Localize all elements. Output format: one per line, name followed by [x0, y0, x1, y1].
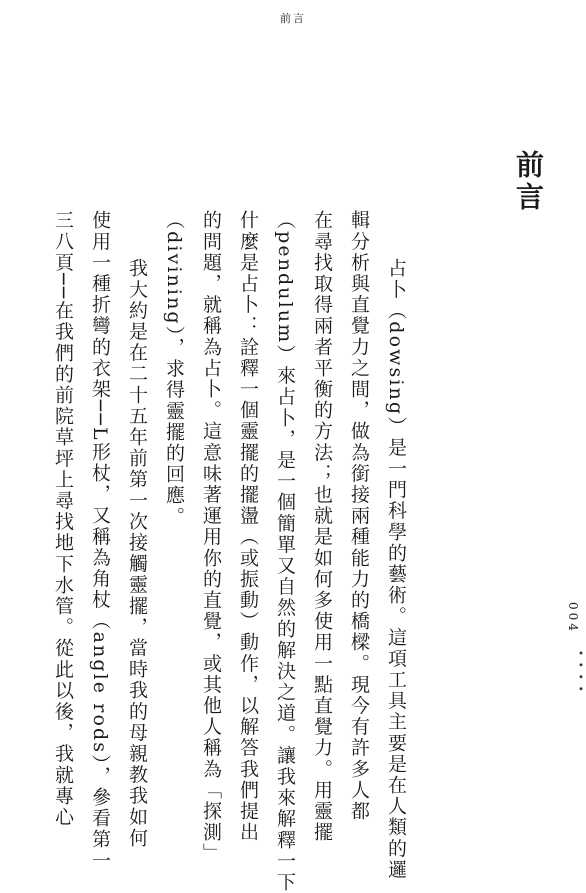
text-line-8: 我大約是在二十五年前第一次接觸靈擺，當時我的母親教我如何 [126, 258, 148, 849]
margin-dots: •••• [574, 650, 585, 698]
text-line-10: 三八頁──在我們的前院草坪上尋找地下水管。從此以後，我就專心 [52, 210, 74, 828]
chapter-title: 前言 [512, 150, 545, 214]
text-line-5: 什麼是占卜：詮釋一個靈擺的擺盪（或振動）動作，以解答我們提出 [237, 210, 259, 843]
text-line-7: （divining），求得靈擺的回應。 [163, 210, 185, 528]
page-number: 004 [566, 602, 580, 634]
text-line-4: （pendulum）來占卜，是一個簡單又自然的解決之道。讓我來解釋一下 [274, 210, 296, 893]
text-line-3: 在尋找取得兩者平衡的方法；也就是如何多使用一點直覺力。用靈擺 [311, 210, 333, 843]
text-line-9: 使用一種折彎的衣架──L形杖，又稱為角杖（angle rods），參看第一 [89, 210, 111, 872]
text-line-1: 占卜（dowsing）是一門科學的藝術。這項工具主要是在人類的邏 [385, 258, 407, 881]
text-line-6: 的問題，就稱為占卜。這意味著運用你的直覺，或其他人稱為「探測」 [200, 210, 222, 865]
running-header: 前言 [280, 12, 306, 25]
text-line-2: 輯分析與直覺力之間，做為銜接兩種能力的橋樑。現今有許多人都 [348, 210, 370, 822]
